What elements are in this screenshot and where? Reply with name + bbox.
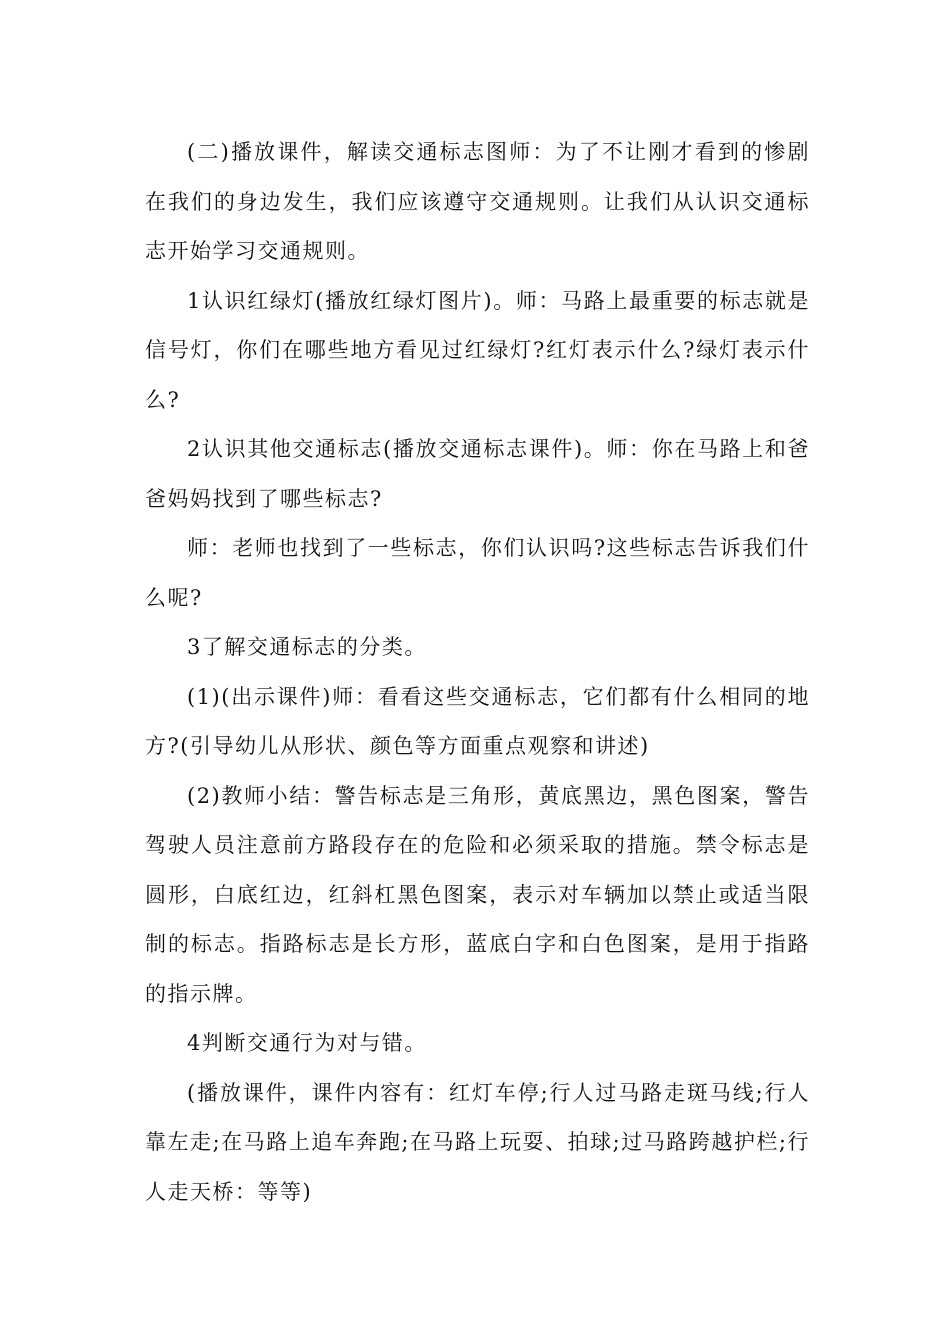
paragraph-traffic-lights: 1认识红绿灯(播放红绿灯图片)。师：马路上最重要的标志就是信号灯，你们在哪些地方看见过红绿灯?红灯表示什么?绿灯表示什么? (145, 288, 810, 412)
paragraph-sign-categories: 3了解交通标志的分类。 (187, 635, 427, 659)
paragraph-teacher-summary: (2)教师小结：警告标志是三角形，黄底黑边，黑色图案，警告驾驶人员注意前方路段存在的危险和必须采取的措施。禁令标志是圆形，白底红边，红斜杠黑色图案，表示对车辆加以禁止或适当限制的标志。指路标志是长方形，蓝底白字和白色图案，是用于指路的指示牌。 (145, 783, 810, 1006)
paragraph-teacher-question: 师：老师也找到了一些标志，你们认识吗?这些标志告诉我们什么呢? (145, 536, 810, 610)
paragraph-courseware-content: (播放课件，课件内容有：红灯车停;行人过马路走斑马线;行人靠左走;在马路上追车奔跑;在马路上玩耍、拍球;过马路跨越护栏;行人走天桥：等等) (145, 1080, 810, 1204)
paragraph-section-2-intro: (二)播放课件，解读交通标志图师：为了不让刚才看到的惨剧在我们的身边发生，我们应该遵守交通规则。让我们从认识交通标志开始学习交通规则。 (145, 140, 810, 263)
paragraph-courseware-observe: (1)(出示课件)师：看看这些交通标志，它们都有什么相同的地方?(引导幼儿从形状、颜色等方面重点观察和讲述) (145, 684, 810, 758)
paragraph-other-signs: 2认识其他交通标志(播放交通标志课件)。师：你在马路上和爸爸妈妈找到了哪些标志? (145, 437, 810, 511)
document-body (145, 128, 810, 1217)
paragraph-judge-behavior: 4判断交通行为对与错。 (187, 1031, 427, 1055)
